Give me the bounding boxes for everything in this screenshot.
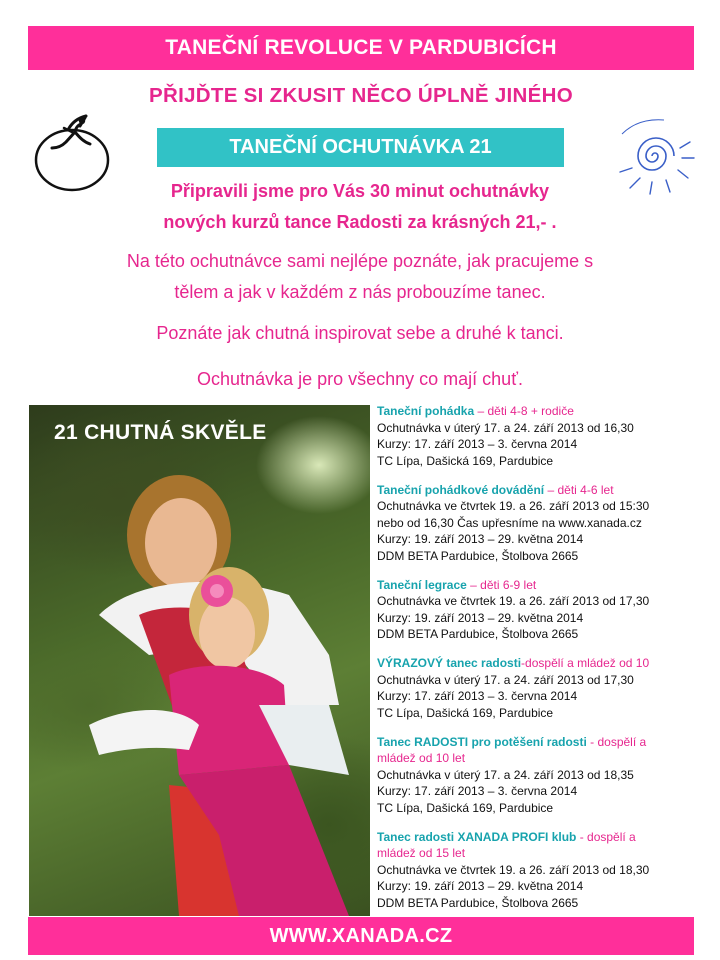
course-item	[377, 403, 697, 469]
headline: PŘIJĎTE SI ZKUSIT NĚCO ÚPLNĚ JINÉHO	[149, 84, 573, 107]
course-title-continued	[377, 750, 697, 767]
top-banner	[28, 26, 694, 70]
course-line: Kurzy: 17. září 2013 – 3. června 2014	[377, 689, 578, 703]
intro-offer	[40, 176, 680, 238]
course-item	[377, 577, 697, 643]
course-title	[377, 403, 697, 420]
course-item	[377, 734, 697, 817]
course-line: nebo od 16,30 Čas upřesníme na www.xanada.cz	[377, 515, 642, 530]
course-line: Kurzy: 19. září 2013 – 29. května 2014	[377, 879, 584, 893]
dancers-photo	[29, 405, 370, 916]
course-line: Kurzy: 19. září 2013 – 29. května 2014	[377, 610, 584, 625]
course-line: Ochutnávka ve čtvrtek 19. a 26. září 2013 od 18,30	[377, 862, 650, 877]
course-age-continued: mládež od 10 let	[377, 751, 466, 765]
course-line: Kurzy: 17. září 2013 – 3. června 2014	[377, 437, 578, 451]
course-age-continued: mládež od 15 let	[377, 846, 466, 860]
course-name: Taneční pohádka	[377, 404, 475, 418]
course-line: Ochutnávka v úterý 17. a 24. září 2013 od 17,30	[377, 672, 634, 687]
course-line: TC Lípa, Dašická 169, Pardubice	[377, 800, 554, 815]
course-line: TC Lípa, Dašická 169, Pardubice	[377, 705, 554, 720]
course-age: -dospělí a mládež od 10	[521, 656, 650, 670]
intro-paragraph-1-line-2: tělem a jak v každém z nás probouzíme tanec.	[174, 282, 546, 302]
course-name: Tanec RADOSTI pro potěšení radosti	[377, 734, 587, 749]
photo-caption: 21 CHUTNÁ SKVĚLE	[54, 421, 267, 444]
course-name: Tanec radosti XANADA PROFI klub	[377, 829, 577, 844]
course-line: Kurzy: 17. září 2013 – 3. června 2014	[377, 784, 578, 798]
course-title	[377, 655, 697, 672]
course-item	[377, 655, 697, 721]
intro-paragraph-2: Poznáte jak chutná inspirovat sebe a druhé k tanci.	[156, 323, 564, 343]
intro-paragraph-1	[40, 246, 680, 308]
course-line: Ochutnávka v úterý 17. a 24. září 2013 od 18,35	[377, 767, 634, 782]
course-title	[377, 577, 697, 594]
course-list	[377, 403, 697, 924]
course-item	[377, 829, 697, 912]
course-item	[377, 482, 697, 565]
course-name: VÝRAZOVÝ tanec radosti	[377, 656, 522, 670]
course-line: Ochutnávka ve čtvrtek 19. a 26. září 2013 od 17,30	[377, 594, 650, 608]
course-age: - dospělí a	[576, 829, 636, 844]
course-line: Kurzy: 19. září 2013 – 29. května 2014	[377, 532, 584, 546]
course-line: DDM BETA Pardubice, Štolbova 2665	[377, 548, 579, 563]
course-line: Ochutnávka v úterý 17. a 24. září 2013 od 16,30	[377, 420, 634, 435]
tasting-banner	[157, 128, 564, 167]
course-age: – děti 6-9 let	[466, 577, 537, 592]
course-name: Taneční legrace	[377, 577, 467, 592]
intro-paragraph-1-line-1: Na této ochutnávce sami nejlépe poznáte, jak pracujeme s	[126, 251, 594, 271]
course-line: TC Lípa, Dašická 169, Pardubice	[377, 453, 554, 468]
website-link[interactable]: WWW.XANADA.CZ	[269, 924, 453, 947]
tasting-banner-title: TANEČNÍ OCHUTNÁVKA 21	[229, 136, 492, 158]
footer-banner	[28, 917, 694, 955]
course-age: – děti 4-6 let	[544, 482, 614, 497]
intro-paragraph-3: Ochutnávka je pro všechny co mají chuť.	[197, 369, 523, 389]
course-line: Ochutnávka ve čtvrtek 19. a 26. září 2013 od 15:30	[377, 499, 650, 513]
course-title	[377, 482, 697, 499]
course-age: – děti 4-8 + rodiče	[474, 404, 574, 418]
course-line: DDM BETA Pardubice, Štolbova 2665	[377, 627, 579, 641]
course-title-continued	[377, 845, 697, 862]
course-title	[377, 734, 697, 751]
course-title	[377, 829, 697, 846]
top-banner-title: TANEČNÍ REVOLUCE V PARDUBICÍCH	[165, 36, 557, 59]
intro-line-2: nových kurzů tance Radosti za krásných 21,- .	[163, 212, 557, 232]
dancers-illustration-icon	[29, 405, 370, 916]
course-name: Taneční pohádkové dovádění	[377, 482, 545, 497]
course-age: - dospělí a	[586, 734, 647, 749]
course-line: DDM BETA Pardubice, Štolbova 2665	[377, 895, 579, 910]
intro-line-1: Připravili jsme pro Vás 30 minut ochutnávky	[170, 181, 550, 201]
